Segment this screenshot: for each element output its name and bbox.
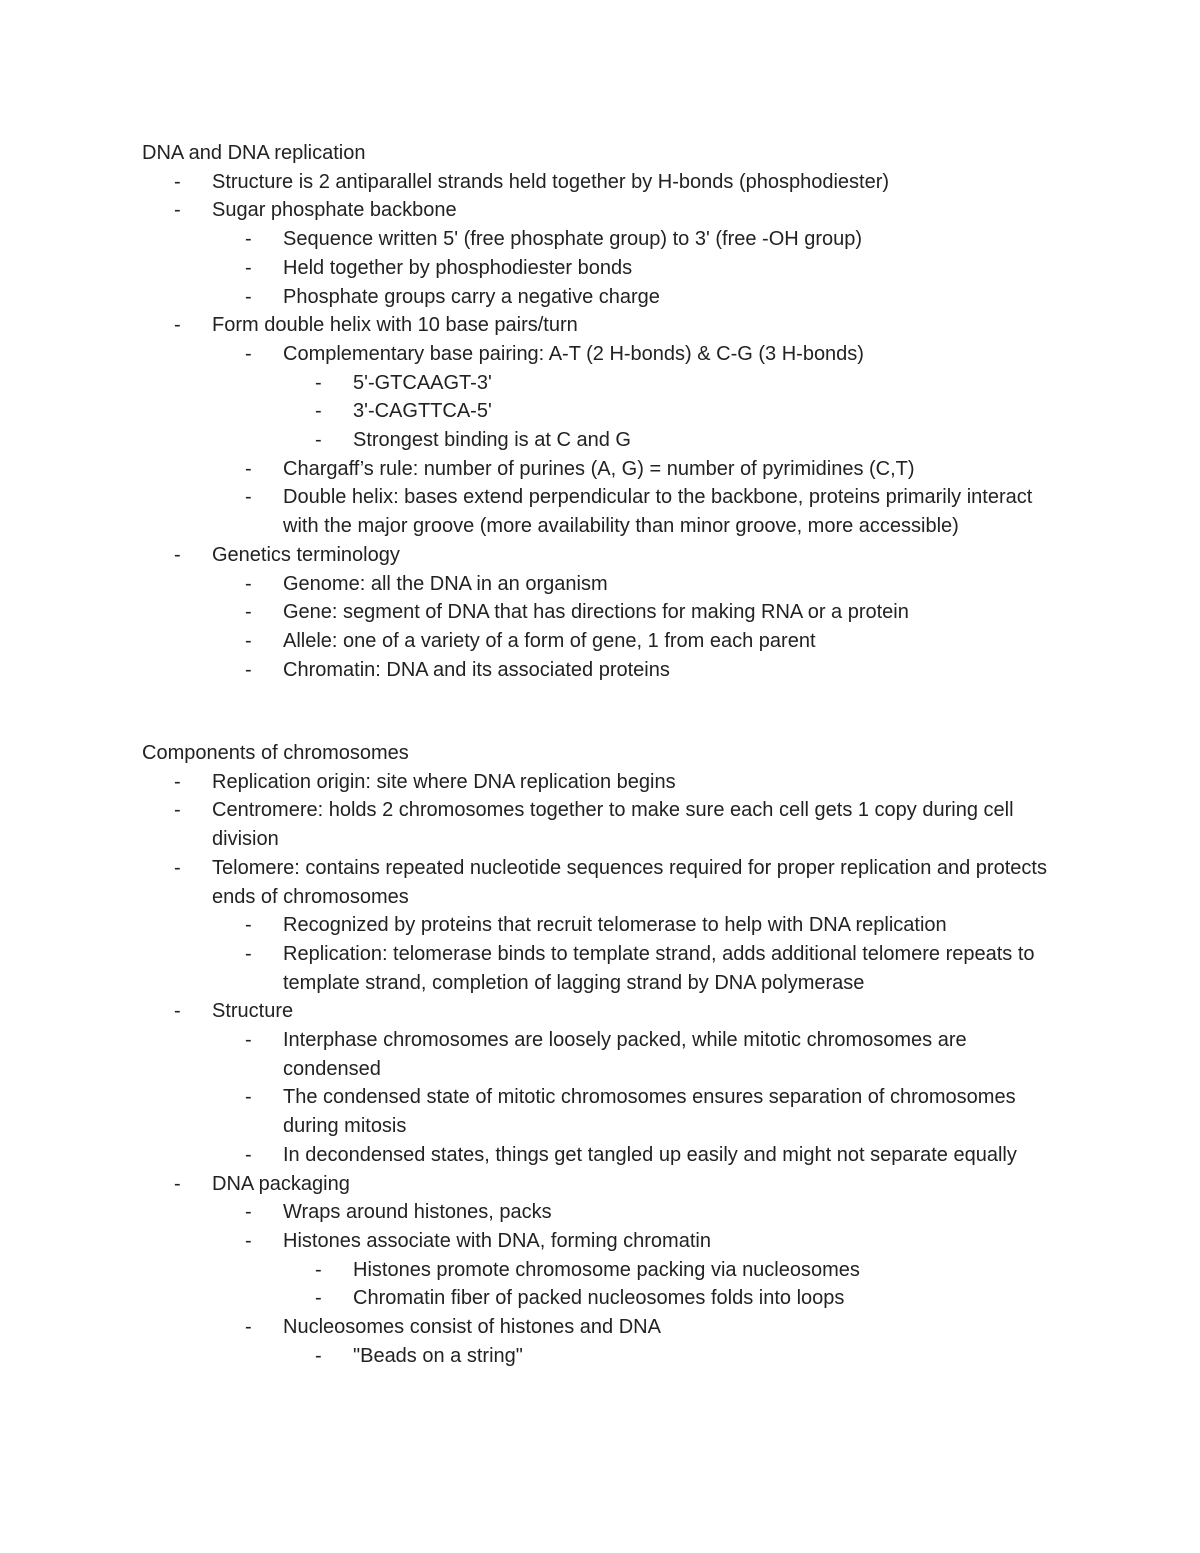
list-item-text: In decondensed states, things get tangled up easily and might not separate equally [283, 1143, 1017, 1166]
list-item-text: Form double helix with 10 base pairs/turn [212, 314, 578, 337]
list-item [142, 483, 1062, 540]
list-item-text: DNA packaging [212, 1172, 350, 1195]
list-item [142, 225, 1062, 254]
list-item [142, 1284, 1062, 1313]
section-heading: Components of chromosomes [142, 742, 409, 764]
dash-bullet: - [245, 1086, 252, 1109]
list-item [142, 598, 1062, 627]
bullet-list [142, 168, 1062, 685]
dash-bullet: - [245, 629, 252, 652]
list-item-text: Chargaff’s rule: number of purines (A, G) = number of pyrimidines (C,T) [283, 457, 915, 480]
list-item [142, 1256, 1062, 1285]
list-item-text: Genetics terminology [212, 543, 400, 566]
list-item-text: Replication origin: site where DNA replication begins [212, 770, 676, 793]
dash-bullet: - [174, 543, 181, 566]
dash-bullet: - [315, 400, 322, 423]
list-item [142, 768, 1062, 797]
dash-bullet: - [245, 1201, 252, 1224]
list-item [142, 1313, 1062, 1342]
list-item-text: Telomere: contains repeated nucleotide sequences required for proper replication and protects ends of chromosomes [212, 856, 1047, 908]
dash-bullet: - [174, 1172, 181, 1195]
list-item [142, 168, 1062, 197]
list-item-text: Recognized by proteins that recruit telomerase to help with DNA replication [283, 914, 947, 937]
dash-bullet: - [245, 342, 252, 365]
dash-bullet: - [245, 942, 252, 965]
dash-bullet: - [245, 658, 252, 681]
list-item [142, 283, 1062, 312]
list-item-text: Strongest binding is at C and G [353, 429, 631, 452]
list-item-text: Held together by phosphodiester bonds [283, 256, 633, 279]
list-item-text: Interphase chromosomes are loosely packed, while mitotic chromosomes are condensed [283, 1029, 967, 1080]
list-item-text: Replication: telomerase binds to template strand, adds additional telomere repeats to template strand, completion of lagging strand by DNA polymerase [283, 942, 1035, 994]
dash-bullet: - [315, 371, 322, 394]
list-item [142, 1141, 1062, 1170]
dash-bullet: - [245, 486, 252, 509]
dash-bullet: - [245, 572, 252, 595]
list-item-text: Wraps around histones, packs [283, 1201, 552, 1224]
list-item-text: Chromatin fiber of packed nucleosomes folds into loops [353, 1287, 845, 1310]
bullet-list [142, 768, 1062, 1371]
list-item-text: Centromere: holds 2 chromosomes together to make sure each cell gets 1 copy during cell division [212, 799, 1014, 851]
list-item [142, 854, 1062, 911]
dash-bullet: - [174, 1000, 181, 1023]
dash-bullet: - [245, 601, 252, 624]
list-item-text: 3'-CAGTTCA-5' [353, 400, 492, 423]
list-item [142, 656, 1062, 685]
list-item [142, 911, 1062, 940]
dash-bullet: - [245, 1029, 252, 1052]
list-item-text: Structure is 2 antiparallel strands held together by H-bonds (phosphodiester) [212, 170, 890, 193]
section-dna-replication [142, 139, 1062, 684]
list-item-text: Complementary base pairing: A-T (2 H-bonds) & C-G (3 H-bonds) [283, 342, 864, 365]
list-item [142, 311, 1062, 340]
dash-bullet: - [174, 199, 181, 222]
list-item [142, 426, 1062, 455]
list-item [142, 796, 1062, 853]
dash-bullet: - [245, 1316, 252, 1339]
dash-bullet: - [245, 285, 252, 308]
list-item [142, 1342, 1062, 1371]
dash-bullet: - [315, 1344, 322, 1367]
dash-bullet: - [245, 457, 252, 480]
list-item-text: Sequence written 5' (free phosphate group) to 3' (free -OH group) [283, 228, 863, 251]
list-item [142, 1026, 1062, 1083]
dash-bullet: - [315, 1258, 322, 1281]
list-item [142, 1198, 1062, 1227]
dash-bullet: - [245, 1143, 252, 1166]
list-item-text: Histones associate with DNA, forming chromatin [283, 1229, 711, 1252]
list-item-text: 5'-GTCAAGT-3' [353, 371, 492, 394]
list-item [142, 254, 1062, 283]
dash-bullet: - [315, 1287, 322, 1310]
list-item [142, 570, 1062, 599]
dash-bullet: - [245, 228, 252, 251]
list-item-text: Phosphate groups carry a negative charge [283, 285, 660, 308]
section-heading: DNA and DNA replication [142, 142, 366, 164]
dash-bullet: - [245, 256, 252, 279]
dash-bullet: - [315, 429, 322, 452]
list-item [142, 541, 1062, 570]
list-item [142, 455, 1062, 484]
list-item [142, 627, 1062, 656]
list-item-text: Sugar phosphate backbone [212, 199, 457, 222]
list-item-text: Nucleosomes consist of histones and DNA [283, 1316, 661, 1339]
list-item-text: The condensed state of mitotic chromosomes ensures separation of chromosomes during mitosis [283, 1086, 1016, 1138]
dash-bullet: - [174, 856, 181, 879]
list-item-text: Allele: one of a variety of a form of gene, 1 from each parent [283, 629, 816, 652]
list-item [142, 196, 1062, 225]
dash-bullet: - [174, 799, 181, 822]
list-item [142, 1083, 1062, 1140]
list-item [142, 1170, 1062, 1199]
list-item-text: Structure [212, 1000, 294, 1023]
list-item-text: Chromatin: DNA and its associated proteins [283, 658, 670, 681]
list-item [142, 1227, 1062, 1256]
dash-bullet: - [245, 1229, 252, 1252]
section-components-of-chromosomes [142, 739, 1062, 1370]
list-item [142, 997, 1062, 1026]
dash-bullet: - [174, 314, 181, 337]
dash-bullet: - [245, 914, 252, 937]
list-item-text: "Beads on a string" [353, 1344, 523, 1367]
dash-bullet: - [174, 170, 181, 193]
list-item-text: Double helix: bases extend perpendicular to the backbone, proteins primarily interact with the major groove (more availability than minor groove, more accessible) [283, 486, 1033, 538]
dash-bullet: - [174, 770, 181, 793]
list-item-text: Histones promote chromosome packing via nucleosomes [353, 1258, 860, 1281]
list-item [142, 369, 1062, 398]
list-item-text: Genome: all the DNA in an organism [283, 572, 608, 595]
list-item-text: Gene: segment of DNA that has directions for making RNA or a protein [283, 601, 909, 624]
list-item [142, 340, 1062, 369]
list-item [142, 940, 1062, 997]
list-item [142, 397, 1062, 426]
